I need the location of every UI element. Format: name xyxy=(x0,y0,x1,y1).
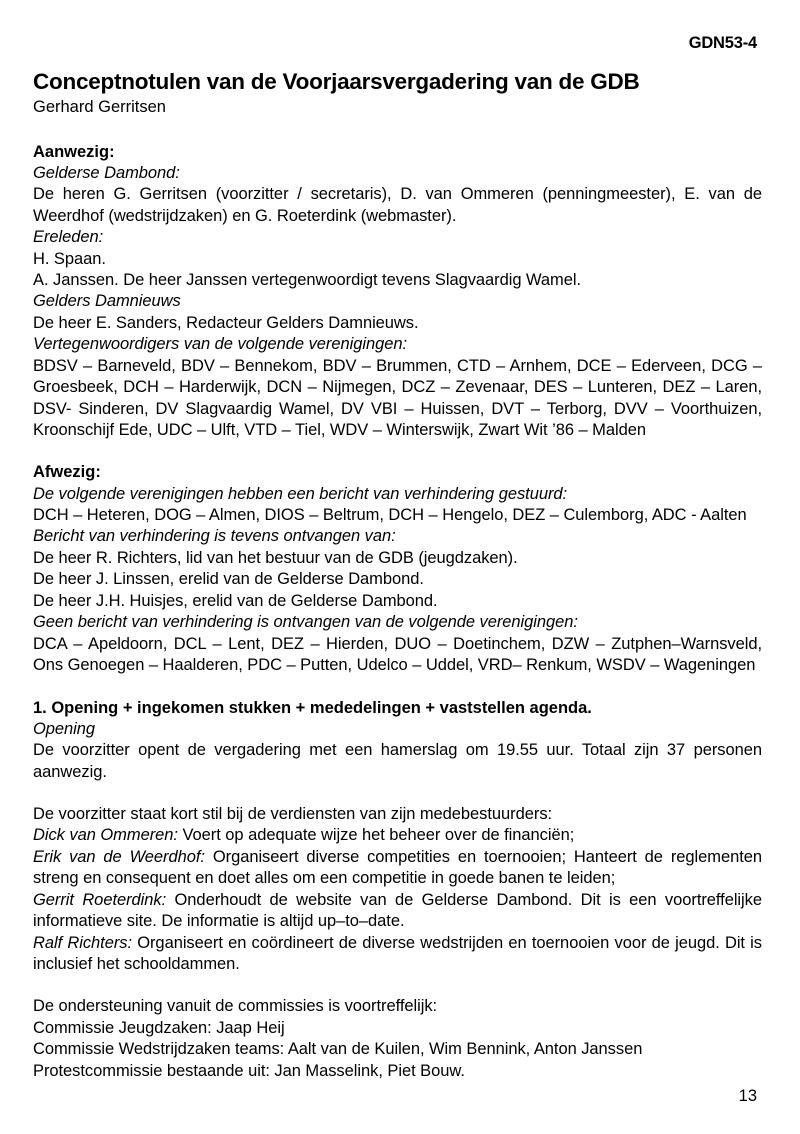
section-heading-afwezig: Afwezig: xyxy=(33,463,101,482)
aanwezig-subheading-gelderse-dambond: Gelderse Dambond: xyxy=(33,163,180,182)
aanwezig-bestuur-text: De heren G. Gerritsen (voorzitter / secretaris), D. van Ommeren (penningmeester), E. van de Weerdhof (wedstrijdzaken) en G. Roeterdink (webmaster). xyxy=(33,185,762,225)
bestuurder-description: Organiseert diverse competities en toernooien; Hanteert de reglementen streng en consequent en doet alles om een competitie in goede banen te leiden; xyxy=(33,847,762,888)
afwezig-subheading-bericht-ontvangen: Bericht van verhindering is tevens ontvangen van: xyxy=(33,527,396,546)
aanwezig-erelid-janssen: A. Janssen. De heer Janssen vertegenwoordigt tevens Slagvaardig Wamel. xyxy=(33,270,582,289)
afwezig-persoon-huisjes: De heer J.H. Huisjes, erelid van de Gelderse Dambond. xyxy=(33,591,438,610)
bestuurders-intro: De voorzitter staat kort stil bij de verdiensten van zijn medebestuurders: xyxy=(33,804,553,823)
document-code: GDN53-4 xyxy=(688,34,757,52)
bestuurder-name: Dick van Ommeren: xyxy=(33,826,178,845)
bestuurder-entry xyxy=(33,847,762,890)
afwezig-persoon-linssen: De heer J. Linssen, erelid van de Gelderse Dambond. xyxy=(33,570,424,589)
bestuurder-name: Erik van de Weerdhof: xyxy=(33,847,205,866)
bestuurder-description: Organiseert en coördineert de diverse wedstrijden en toernooien voor de jeugd. Dit is inclusief het schooldammen. xyxy=(33,933,762,973)
bestuurder-name: Ralf Richters: xyxy=(33,933,132,952)
aanwezig-erelid-spaan: H. Spaan. xyxy=(33,249,106,268)
spacer xyxy=(33,441,762,462)
commissie-jeugdzaken: Commissie Jeugdzaken: Jaap Heij xyxy=(33,1018,285,1037)
agenda-item-1-opening-text: De voorzitter opent de vergadering met een hamerslag om 19.55 uur. Totaal zijn 37 personen aanwezig. xyxy=(33,741,762,781)
aanwezig-verenigingen-list: BDSV – Barneveld, BDV – Bennekom, BDV – Brummen, CTD – Arnhem, DCE – Ederveen, DCG – Groesbeek, DCH – Harderwijk, DCN – Nijmegen, DCZ – Zevenaar, DES – Lunteren, DEZ – Laren, DSV- Sinderen, DV Slagvaardig Wamel, DV VBI – Huissen, DVT – Terborg, DVV – Voorthuizen, Kroonschijf Ede, UDC – Ulft, VTD – Tiel, WDV – Winterswijk, Zwart Wit ’86 – Malden xyxy=(33,356,762,440)
afwezig-subheading-bericht-gestuurd: De volgende verenigingen hebben een bericht van verhindering gestuurd: xyxy=(33,484,568,503)
aanwezig-subheading-ereleden: Ereleden: xyxy=(33,228,104,247)
aanwezig-redacteur-sanders: De heer E. Sanders, Redacteur Gelders Damnieuws. xyxy=(33,313,419,332)
spacer xyxy=(33,975,762,996)
section-heading-aanwezig: Aanwezig: xyxy=(33,142,115,161)
aanwezig-subheading-gelders-damnieuws: Gelders Damnieuws xyxy=(33,292,181,311)
document-author: Gerhard Gerritsen xyxy=(33,97,166,116)
agenda-item-1-heading: 1. Opening + ingekomen stukken + mededelingen + vaststellen agenda. xyxy=(33,698,592,717)
bestuurder-description: Voert op adequate wijze het beheer over de financiën; xyxy=(177,826,575,845)
afwezig-persoon-richters: De heer R. Richters, lid van het bestuur van de GDB (jeugdzaken). xyxy=(33,548,518,567)
afwezig-verenigingen-bericht: DCH – Heteren, DOG – Almen, DIOS – Beltrum, DCH – Hengelo, DEZ – Culemborg, ADC - Aalten xyxy=(33,506,747,525)
afwezig-subheading-geen-bericht: Geen bericht van verhindering is ontvangen van de volgende verenigingen: xyxy=(33,613,578,632)
bestuurder-entry xyxy=(33,933,762,976)
bestuurder-entry xyxy=(33,890,762,933)
commissie-wedstrijdzaken: Commissie Wedstrijdzaken teams: Aalt van de Kuilen, Wim Bennink, Anton Janssen xyxy=(33,1040,643,1059)
spacer xyxy=(33,783,762,804)
bestuurder-name: Gerrit Roeterdink: xyxy=(33,890,167,909)
commissies-intro: De ondersteuning vanuit de commissies is voortreffelijk: xyxy=(33,997,438,1016)
page-number: 13 xyxy=(738,1087,757,1105)
afwezig-verenigingen-geen-bericht: DCA – Apeldoorn, DCL – Lent, DEZ – Hierden, DUO – Doetinchem, DZW – Zutphen–Warnsveld, Ons Genoegen – Haalderen, PDC – Putten, Udelco – Uddel, VRD– Renkum, WSDV – Wageningen xyxy=(33,634,762,675)
agenda-item-1-subheading-opening: Opening xyxy=(33,719,96,738)
bestuurder-entry xyxy=(33,825,762,846)
aanwezig-subheading-verenigingen: Vertegenwoordigers van de volgende verenigingen: xyxy=(33,335,407,354)
bestuurder-description: Onderhoudt de website van de Gelderse Dambond. Dit is een voortreffelijke informatieve site. De informatie is altijd up–to–date. xyxy=(33,890,762,931)
spacer xyxy=(33,677,762,698)
protestcommissie: Protestcommissie bestaande uit: Jan Masselink, Piet Bouw. xyxy=(33,1061,465,1080)
page-title: Conceptnotulen van de Voorjaarsvergadering van de GDB xyxy=(33,69,640,94)
